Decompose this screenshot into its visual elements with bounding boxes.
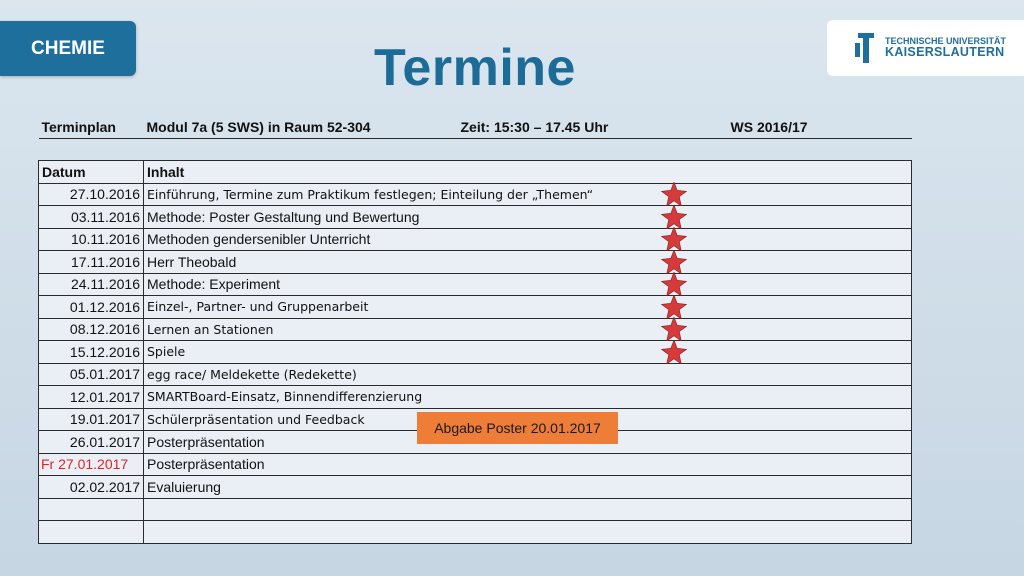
row-date: 24.11.2016 bbox=[39, 273, 144, 296]
row-content: Herr Theobald bbox=[144, 251, 912, 274]
row-content: Lernen an Stationen bbox=[144, 318, 912, 341]
row-content: Spiele bbox=[144, 341, 912, 364]
table-row bbox=[39, 318, 912, 341]
table-row bbox=[39, 341, 912, 364]
row-content: Evaluierung bbox=[144, 476, 912, 499]
page-title: Termine bbox=[374, 39, 576, 97]
table-row bbox=[39, 296, 912, 319]
star-icon bbox=[661, 182, 687, 206]
star-icon bbox=[661, 340, 687, 364]
row-date: 10.11.2016 bbox=[39, 228, 144, 251]
table-row bbox=[39, 183, 912, 206]
row-content: egg race/ Meldekette (Redekette) bbox=[144, 363, 912, 386]
schedule-table bbox=[38, 116, 912, 544]
column-header-datum: Datum bbox=[39, 161, 144, 184]
star-icon bbox=[661, 227, 687, 251]
chemie-badge: CHEMIE bbox=[0, 21, 136, 76]
row-date: 01.12.2016 bbox=[39, 296, 144, 319]
table-row bbox=[39, 273, 912, 296]
star-icon bbox=[661, 295, 687, 319]
row-content bbox=[144, 498, 912, 521]
table-row bbox=[39, 228, 912, 251]
row-date: 02.02.2017 bbox=[39, 476, 144, 499]
row-date: 12.01.2017 bbox=[39, 386, 144, 409]
modul-label: Modul 7a (5 SWS) in Raum 52-304 bbox=[146, 118, 371, 135]
row-content: Einführung, Termine zum Praktikum festlegen; Einteilung der „Themen“ bbox=[144, 183, 912, 206]
table-row bbox=[39, 521, 912, 544]
row-date: 03.11.2016 bbox=[39, 206, 144, 229]
header-info bbox=[144, 116, 912, 138]
row-date: 19.01.2017 bbox=[39, 408, 144, 431]
row-date: 08.12.2016 bbox=[39, 318, 144, 341]
spacer-cell bbox=[39, 138, 144, 161]
row-content: Schülerpräsentation und Feedback bbox=[144, 408, 912, 431]
row-content: Posterpräsentation bbox=[144, 453, 912, 476]
row-content: Methode: Experiment bbox=[144, 273, 912, 296]
star-icon bbox=[661, 317, 687, 341]
table-row bbox=[39, 386, 912, 409]
row-content: SMARTBoard-Einsatz, Binnendifferenzierung bbox=[144, 386, 912, 409]
row-content bbox=[144, 521, 912, 544]
spacer-row bbox=[39, 138, 912, 161]
terminplan-label: Terminplan bbox=[39, 116, 144, 138]
zeit-label: Zeit: 15:30 – 17.45 Uhr bbox=[460, 118, 609, 135]
row-date: Fr 27.01.2017 bbox=[39, 453, 144, 476]
star-icon bbox=[661, 272, 687, 296]
table-row bbox=[39, 453, 912, 476]
row-date: 17.11.2016 bbox=[39, 251, 144, 274]
logo-line-1: TECHNISCHE UNIVERSITÄT bbox=[885, 35, 1007, 46]
table-row bbox=[39, 206, 912, 229]
row-date bbox=[39, 498, 144, 521]
logo-line-2: KAISERSLAUTERN bbox=[885, 45, 1005, 60]
row-date: 15.12.2016 bbox=[39, 341, 144, 364]
spacer-cell bbox=[144, 138, 912, 161]
column-header-row bbox=[39, 161, 912, 184]
row-date: 26.01.2017 bbox=[39, 431, 144, 454]
row-content: Methoden gendersenibler Unterricht bbox=[144, 228, 912, 251]
table-row bbox=[39, 498, 912, 521]
row-date bbox=[39, 521, 144, 544]
table-header-row bbox=[39, 116, 912, 138]
table-row bbox=[39, 476, 912, 499]
row-date: 05.01.2017 bbox=[39, 363, 144, 386]
table-row bbox=[39, 363, 912, 386]
row-date: 27.10.2016 bbox=[39, 183, 144, 206]
table-row bbox=[39, 251, 912, 274]
row-content: Einzel-, Partner- und Gruppenarbeit bbox=[144, 296, 912, 319]
tu-logo-icon bbox=[855, 33, 877, 63]
star-icon bbox=[661, 205, 687, 229]
star-icon bbox=[661, 250, 687, 274]
row-content: Methode: Poster Gestaltung und Bewertung bbox=[144, 206, 912, 229]
semester-label: WS 2016/17 bbox=[730, 118, 808, 135]
university-logo bbox=[827, 20, 1024, 76]
abgabe-callout: Abgabe Poster 20.01.2017 bbox=[417, 412, 618, 444]
row-content: Posterpräsentation bbox=[144, 431, 912, 454]
column-header-inhalt: Inhalt bbox=[144, 161, 912, 184]
